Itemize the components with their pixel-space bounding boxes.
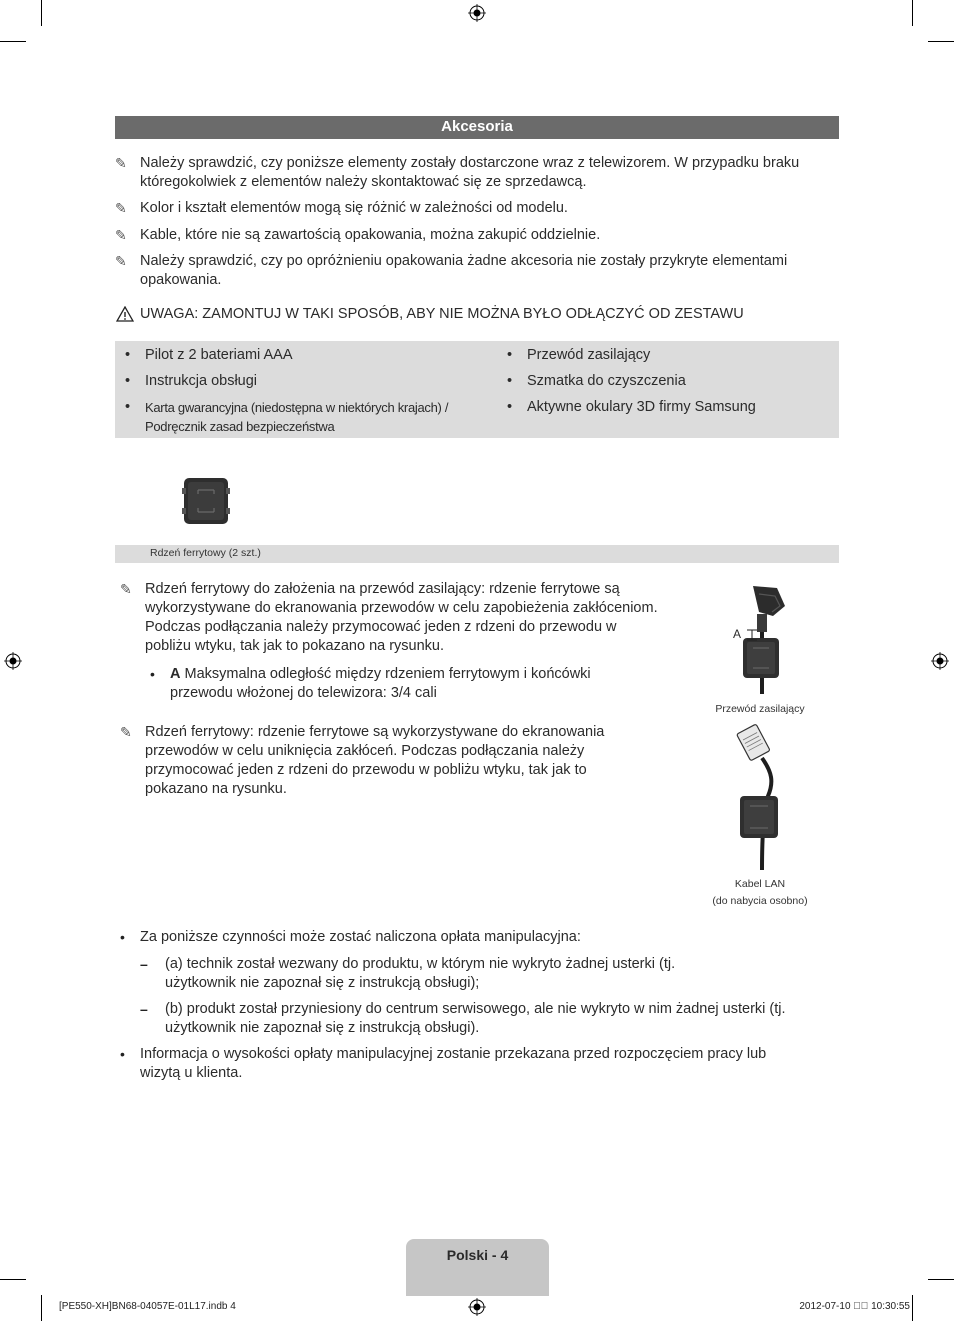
note-item xyxy=(120,580,660,660)
registration-mark-icon xyxy=(931,652,949,670)
note-text: Kolor i kształt elementów mogą się różnić w zależności od modelu. xyxy=(140,200,568,216)
print-datetime: 2012-07-10 ￿￿ 10:30:55 xyxy=(799,1301,910,1312)
note-item xyxy=(115,252,835,292)
list-item: – (a) technik został wezwany do produktu, w którym nie wykryto żadnej usterki (tj. użytkownik nie zapoznał się z instrukcją obsługi); xyxy=(140,955,840,995)
warning-text: UWAGA: ZAMONTUJ W TAKI SPOSÓB, ABY NIE MOŻNA BYŁO ODŁĄCZYĆ OD ZESTAWU xyxy=(140,306,744,322)
note-text: Należy sprawdzić, czy poniższe elementy zostały dostarczone wraz z telewizorem. W przypadku braku któregokolwiek z elementów należy skontaktować się ze sprzedawcą. xyxy=(140,155,800,190)
note-item xyxy=(115,154,835,194)
note-text: Kable, które nie są zawartością opakowania, można zakupić oddzielnie. xyxy=(140,227,601,243)
pencil-note-icon: ✎ xyxy=(115,200,127,216)
label-a: A xyxy=(170,666,181,682)
crop-mark xyxy=(41,1295,42,1321)
fees-info-text: Informacja o wysokości opłaty manipulacyjnej zostanie przekazana przed rozpoczęciem pracy lub wizytą u klienta. xyxy=(140,1046,767,1081)
registration-mark-icon xyxy=(468,1298,486,1316)
note-item xyxy=(115,199,835,219)
note-text: Maksymalna odległość między rdzeniem ferrytowym i końcówki przewodu włożonej do telewizora: 3/4 cali xyxy=(170,666,591,701)
fees-case-b: (b) produkt został przyniesiony do centrum serwisowego, ale nie wykryto w nim żadnej usterki (tj. użytkownik nie zapoznał się z instrukcją obsługi). xyxy=(165,1001,786,1036)
crop-mark xyxy=(0,41,26,42)
section-title: Akcesoria xyxy=(115,116,839,139)
registration-mark-icon xyxy=(468,4,486,22)
pencil-note-icon: ✎ xyxy=(120,581,132,597)
crop-mark xyxy=(928,41,954,42)
registration-mark-icon xyxy=(4,652,22,670)
pencil-note-icon: ✎ xyxy=(120,724,132,740)
list-item: • A Maksymalna odległość między rdzeniem ferrytowym i końcówki przewodu włożonej do telewizora: 3/4 cali xyxy=(150,666,591,701)
ferrite-caption: Rdzeń ferrytowy (2 szt.) xyxy=(150,547,261,559)
note-item xyxy=(115,226,835,246)
note-item xyxy=(120,723,660,803)
page-number: Polski - 4 xyxy=(446,1247,509,1263)
warning-line xyxy=(116,306,744,322)
crop-mark xyxy=(912,0,913,26)
crop-mark xyxy=(912,1295,913,1321)
crop-mark xyxy=(928,1279,954,1280)
note-text: Rdzeń ferrytowy do założenia na przewód zasilający: rdzenie ferrytowe są wykorzystywane do ekranowania przewodów w celu zapobieżenia zakłóceniom. Podczas podłączania należy przymocować jeden z rdzeni do przewodu w pobliżu wtyku, tak jak to pokazano na rysunku. xyxy=(145,581,658,654)
list-item: • Informacja o wysokości opłaty manipulacyjnej zostanie przekazana przed rozpoczęciem pracy lub wizytą u klienta. xyxy=(120,1045,840,1085)
warning-triangle-icon xyxy=(116,306,134,322)
label-a: A xyxy=(733,627,742,641)
list-item: – (b) produkt został przyniesiony do centrum serwisowego, ale nie wykryto w nim żadnej usterki (tj. użytkownik nie zapoznał się z instrukcją obsługi). xyxy=(140,1000,840,1040)
pencil-note-icon: ✎ xyxy=(115,253,127,269)
crop-mark xyxy=(0,1279,26,1280)
power-cord-caption: Przewód zasilający xyxy=(715,703,805,715)
fees-intro-text: Za poniższe czynności może zostać naliczona opłata manipulacyjna: xyxy=(140,929,581,945)
lan-cable-ferrite-image xyxy=(728,724,792,872)
print-file-info: [PE550-XH]BN68-04057E-01L17.indb 4 xyxy=(59,1301,236,1312)
fees-case-a: (a) technik został wezwany do produktu, w którym nie wykryto żadnej usterki (tj. użytkownik nie zapoznał się z instrukcją obsługi); xyxy=(165,956,676,991)
lan-cable-caption: Kabel LAN xyxy=(734,878,786,890)
crop-mark xyxy=(41,0,42,26)
note-text: Należy sprawdzić, czy po opróżnieniu opakowania żadne akcesoria nie zostały przykryte elementami opakowania. xyxy=(140,253,788,288)
lan-cable-caption-note: (do nabycia osobno) xyxy=(712,895,808,907)
note-text: Rdzeń ferrytowy: rdzenie ferrytowe są wykorzystywane do ekranowania przewodów w celu uniknięcia zakłóceń. Podczas podłączania należy przymocować jeden z rdzeni do przewodu w pobliżu wtyku, tak jak to pokazano na rysunku. xyxy=(145,724,605,797)
pencil-note-icon: ✎ xyxy=(115,155,127,171)
ferrite-core-image xyxy=(182,476,230,526)
pencil-note-icon: ✎ xyxy=(115,227,127,243)
list-item: • Za poniższe czynności może zostać naliczona opłata manipulacyjna: xyxy=(120,928,840,948)
